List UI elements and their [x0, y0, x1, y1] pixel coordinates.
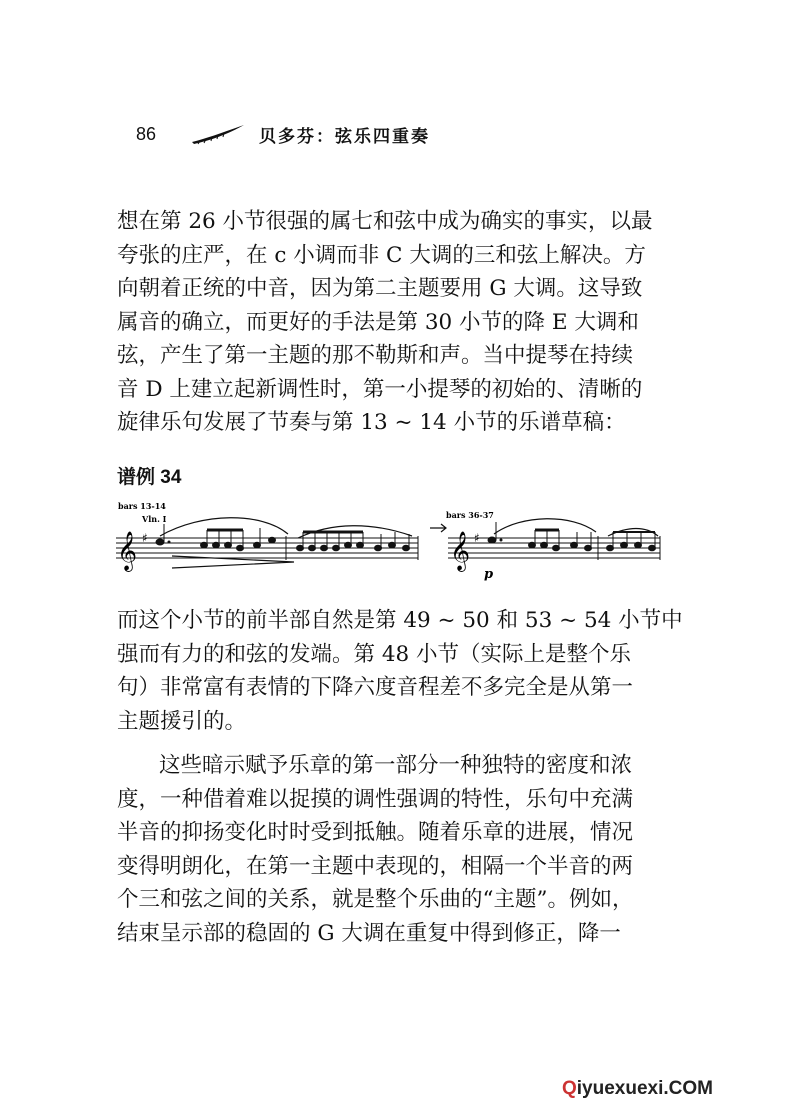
- notes-group-2: [488, 522, 660, 560]
- paragraph-2: [117, 604, 683, 738]
- text-line: 属音的确立，而更好的手法是第 30 小节的降 E 大调和: [117, 309, 639, 335]
- sharp-icon: ♯: [474, 531, 480, 545]
- running-title: 贝多芬：弦乐四重奏: [259, 127, 430, 147]
- paragraph-3: [117, 749, 677, 950]
- text-line: 结束呈示部的稳固的 G 大调在重复中得到修正，降一: [117, 920, 621, 946]
- text-line: 想在第 26 小节很强的属七和弦中成为确实的事实，以最: [117, 209, 653, 234]
- text-line: 半音的抑扬变化时时受到抵触。随着乐章的进展，情况: [117, 820, 634, 845]
- text-line: 这些暗示赋予乐章的第一部分一种独特的密度和浓: [159, 753, 633, 778]
- watermark-text: iyuexuexi.COM: [576, 1078, 713, 1099]
- text-line: 变得明朗化，在第一主题中表现的，相隔一个半音的两: [117, 853, 634, 879]
- arrow-right-icon: [430, 524, 446, 532]
- notes-group-1: [156, 524, 418, 560]
- paragraph-1: [117, 205, 677, 440]
- text-line: 句）非常富有表情的下降六度音程差不多完全是从第一: [117, 675, 634, 700]
- text-line: 而这个小节的前半部自然是第 49 ~ 50 和 53 ~ 54 小节中: [117, 608, 683, 633]
- text-line: 音 D 上建立起新调性时，第一小提琴的初始的、清晰的: [117, 376, 643, 402]
- watermark-accent: Q: [562, 1078, 577, 1099]
- treble-clef-icon: 𝄞: [450, 531, 471, 571]
- text-line: 度，一种借着难以捉摸的调性强调的特性，乐句中充满: [117, 786, 634, 812]
- bar-label-2: bars 36-37: [446, 510, 494, 520]
- text-line: 强而有力的和弦的发端。第 48 小节（实际上是整个乐: [117, 641, 632, 667]
- text-line: 向朝着正统的中音，因为第二主题要用 G 大调。这导致: [117, 276, 643, 301]
- text-line: 主题援引的。: [117, 708, 247, 734]
- site-watermark: [562, 1078, 713, 1100]
- text-line: 夸张的庄严，在 c 小调而非 C 大调的三和弦上解决。方: [117, 242, 646, 268]
- example-label: 谱例 34: [117, 467, 182, 488]
- bar-label-1: bars 13-14: [118, 501, 166, 511]
- running-header: [136, 120, 596, 150]
- page-number: 86: [136, 124, 157, 144]
- slurs-2: [494, 519, 658, 536]
- treble-clef-icon: 𝄞: [117, 531, 138, 571]
- dynamic-marking: p: [484, 567, 494, 582]
- quill-ornament-icon: [190, 122, 246, 146]
- music-score-example: [112, 496, 672, 588]
- instrument-label: Vln. I: [142, 514, 167, 524]
- text-line: 弦，产生了第一主题的那不勒斯和声。当中提琴在持续: [117, 343, 634, 368]
- text-line: 个三和弦之间的关系，就是整个乐曲的“主题”。例如，: [117, 887, 634, 912]
- sharp-icon: ♯: [142, 531, 148, 545]
- text-line: 旋律乐句发展了节奏与第 13 ~ 14 小节的乐谱草稿：: [117, 410, 626, 435]
